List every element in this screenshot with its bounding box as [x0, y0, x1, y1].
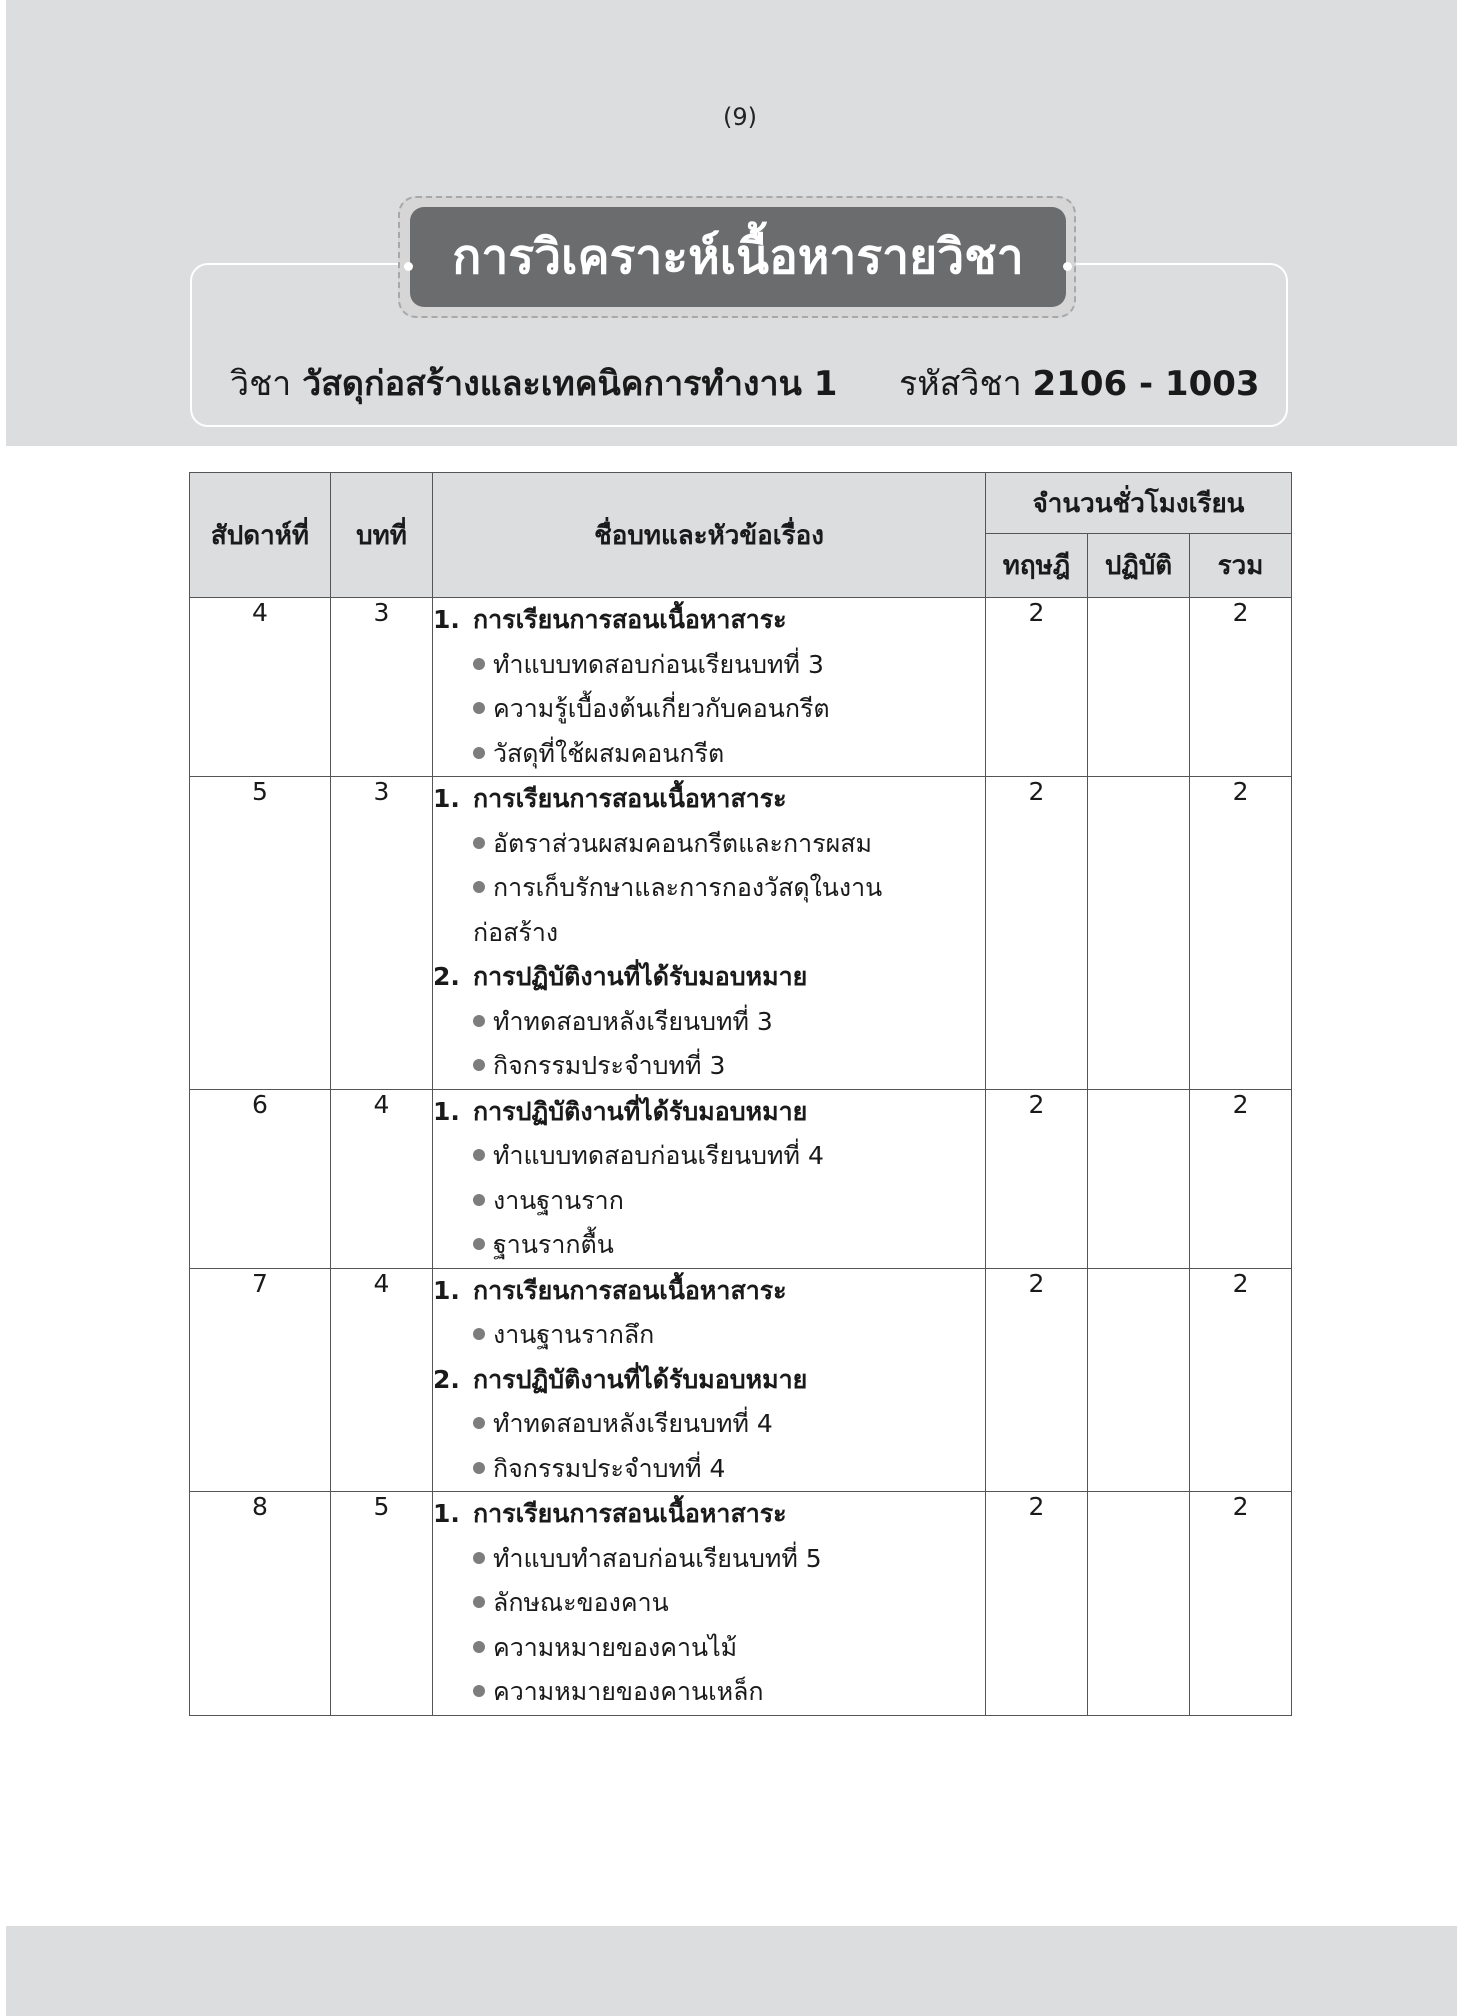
title-badge	[410, 207, 1066, 307]
header-theory: ทฤษฎี	[986, 534, 1088, 598]
section-title: การปฏิบัติงานที่ได้รับมอบหมาย	[473, 962, 808, 991]
table-row	[190, 1268, 1292, 1492]
subject-line	[230, 356, 1270, 406]
bullet-dot-icon	[473, 1149, 485, 1161]
section-number: 2.	[433, 1364, 460, 1394]
header-chapter: บทที่	[331, 473, 433, 598]
section-number: 1.	[433, 784, 460, 813]
header-topics: ชื่อบทและหัวข้อเรื่อง	[433, 473, 986, 598]
cell-chapter: 4	[331, 1268, 433, 1492]
topic-text: ลักษณะของคาน	[493, 1588, 669, 1617]
cell-practice	[1088, 1089, 1190, 1268]
topic-text: ทำแบบทดสอบก่อนเรียนบทที่ 4	[493, 1141, 824, 1170]
title-dot-right	[1063, 262, 1072, 271]
bullet-dot-icon	[473, 837, 485, 849]
section-heading	[433, 598, 985, 643]
topic-bullet	[433, 1313, 985, 1358]
bullet-dot-icon	[473, 1328, 485, 1340]
page-number: (9)	[723, 103, 757, 131]
cell-week: 4	[190, 598, 331, 777]
table-row	[190, 1089, 1292, 1268]
cell-total: 2	[1190, 598, 1292, 777]
section-title: การเรียนการสอนเนื้อหาสาระ	[473, 1499, 787, 1528]
header-hours: จำนวนชั่วโมงเรียน	[986, 473, 1292, 534]
topic-text: กิจกรรมประจำบทที่ 4	[493, 1453, 726, 1483]
section-title: การปฏิบัติงานที่ได้รับมอบหมาย	[473, 1364, 808, 1394]
topic-bullet	[433, 1581, 985, 1626]
header-week: สัปดาห์ที่	[190, 473, 331, 598]
bullet-dot-icon	[473, 1462, 485, 1474]
section-heading	[433, 955, 985, 1000]
cell-topics	[433, 1089, 986, 1268]
subject-code-label: รหัสวิชา	[899, 364, 1022, 404]
section-number: 1.	[433, 1499, 460, 1528]
topic-bullet	[433, 1537, 985, 1582]
topic-text: ความหมายของคานไม้	[493, 1632, 738, 1662]
topic-text: วัสดุที่ใช้ผสมคอนกรีต	[493, 738, 725, 768]
bullet-dot-icon	[473, 1596, 485, 1608]
cell-theory: 2	[986, 1089, 1088, 1268]
topic-bullet	[433, 1447, 985, 1492]
cell-practice	[1088, 598, 1190, 777]
cell-week: 7	[190, 1268, 331, 1492]
cell-chapter: 4	[331, 1089, 433, 1268]
topic-text: งานฐานรากลึก	[493, 1320, 655, 1349]
cell-theory: 2	[986, 1268, 1088, 1492]
section-title: การเรียนการสอนเนื้อหาสาระ	[473, 784, 787, 813]
topic-bullet	[433, 1179, 985, 1224]
cell-total: 2	[1190, 1268, 1292, 1492]
cell-total: 2	[1190, 1089, 1292, 1268]
section-heading	[433, 777, 985, 822]
section-title: การเรียนการสอนเนื้อหาสาระ	[473, 605, 787, 634]
cell-week: 6	[190, 1089, 331, 1268]
topic-bullet	[433, 1402, 985, 1447]
footer-band	[6, 1926, 1457, 2016]
section-number: 1.	[433, 605, 460, 634]
cell-topics	[433, 1268, 986, 1492]
topic-text: ทำแบบทดสอบก่อนเรียนบทที่ 3	[493, 649, 824, 679]
topic-bullet	[433, 1626, 985, 1671]
cell-topics	[433, 598, 986, 777]
cell-practice	[1088, 1268, 1190, 1492]
section-heading	[433, 1090, 985, 1135]
topic-bullet	[433, 687, 985, 732]
page-title: การวิเคราะห์เนื้อหารายวิชา	[452, 229, 1024, 285]
cell-total: 2	[1190, 1492, 1292, 1716]
topic-text: ทำแบบทำสอบก่อนเรียนบทที่ 5	[493, 1543, 822, 1573]
topic-text: ความรู้เบื้องต้นเกี่ยวกับคอนกรีต	[493, 694, 830, 723]
section-heading	[433, 1269, 985, 1314]
cell-topics	[433, 1492, 986, 1716]
topic-bullet	[433, 1223, 985, 1268]
cell-week: 5	[190, 777, 331, 1090]
header-practice: ปฏิบัติ	[1088, 534, 1190, 598]
content-analysis-table	[189, 472, 1292, 1716]
topic-bullet	[433, 822, 985, 867]
topic-text: อัตราส่วนผสมคอนกรีตและการผสม	[493, 828, 872, 858]
cell-theory: 2	[986, 777, 1088, 1090]
cell-chapter: 3	[331, 598, 433, 777]
bullet-dot-icon	[473, 881, 485, 893]
section-number: 1.	[433, 1096, 460, 1126]
table-row	[190, 777, 1292, 1090]
topic-bullet	[433, 1044, 985, 1089]
bullet-dot-icon	[473, 702, 485, 714]
topic-text: งานฐานราก	[493, 1185, 624, 1215]
topic-bullet	[433, 643, 985, 688]
cell-chapter: 5	[331, 1492, 433, 1716]
topic-bullet	[433, 732, 985, 777]
cell-total: 2	[1190, 777, 1292, 1090]
bullet-dot-icon	[473, 1015, 485, 1027]
cell-theory: 2	[986, 598, 1088, 777]
bullet-dot-icon	[473, 1238, 485, 1250]
topic-bullet	[433, 866, 985, 911]
section-heading	[433, 1492, 985, 1537]
cell-week: 8	[190, 1492, 331, 1716]
bullet-dot-icon	[473, 1194, 485, 1206]
topic-text: ทำทดสอบหลังเรียนบทที่ 4	[493, 1409, 773, 1438]
bullet-dot-icon	[473, 1417, 485, 1429]
topic-text: ความหมายของคานเหล็ก	[493, 1677, 764, 1706]
topic-bullet	[433, 1134, 985, 1179]
section-heading	[433, 1358, 985, 1403]
section-number: 2.	[433, 962, 460, 991]
bullet-dot-icon	[473, 1552, 485, 1564]
topic-text: ฐานรากตื้น	[493, 1230, 614, 1259]
bullet-dot-icon	[473, 747, 485, 759]
cell-practice	[1088, 777, 1190, 1090]
cell-theory: 2	[986, 1492, 1088, 1716]
cell-topics	[433, 777, 986, 1090]
subject-name: วัสดุก่อสร้างและเทคนิคการทำงาน 1	[302, 364, 838, 404]
table-row	[190, 1492, 1292, 1716]
topic-text: การเก็บรักษาและการกองวัสดุในงาน	[493, 873, 883, 902]
section-title: การเรียนการสอนเนื้อหาสาระ	[473, 1275, 787, 1305]
topic-text: กิจกรรมประจำบทที่ 3	[493, 1051, 726, 1080]
topic-continuation: ก่อสร้าง	[473, 917, 559, 947]
cell-chapter: 3	[331, 777, 433, 1090]
table-row	[190, 598, 1292, 777]
bullet-dot-icon	[473, 1059, 485, 1071]
bullet-dot-icon	[473, 1685, 485, 1697]
section-number: 1.	[433, 1275, 460, 1305]
topic-bullet	[433, 1000, 985, 1045]
title-dot-left	[404, 262, 413, 271]
bullet-dot-icon	[473, 658, 485, 670]
header-total: รวม	[1190, 534, 1292, 598]
cell-practice	[1088, 1492, 1190, 1716]
subject-label: วิชา	[230, 364, 292, 404]
topic-text: ทำทดสอบหลังเรียนบทที่ 3	[493, 1006, 773, 1036]
topic-bullet	[433, 1670, 985, 1715]
section-title: การปฏิบัติงานที่ได้รับมอบหมาย	[473, 1096, 808, 1126]
bullet-dot-icon	[473, 1641, 485, 1653]
subject-code: 2106 - 1003	[1032, 364, 1260, 404]
